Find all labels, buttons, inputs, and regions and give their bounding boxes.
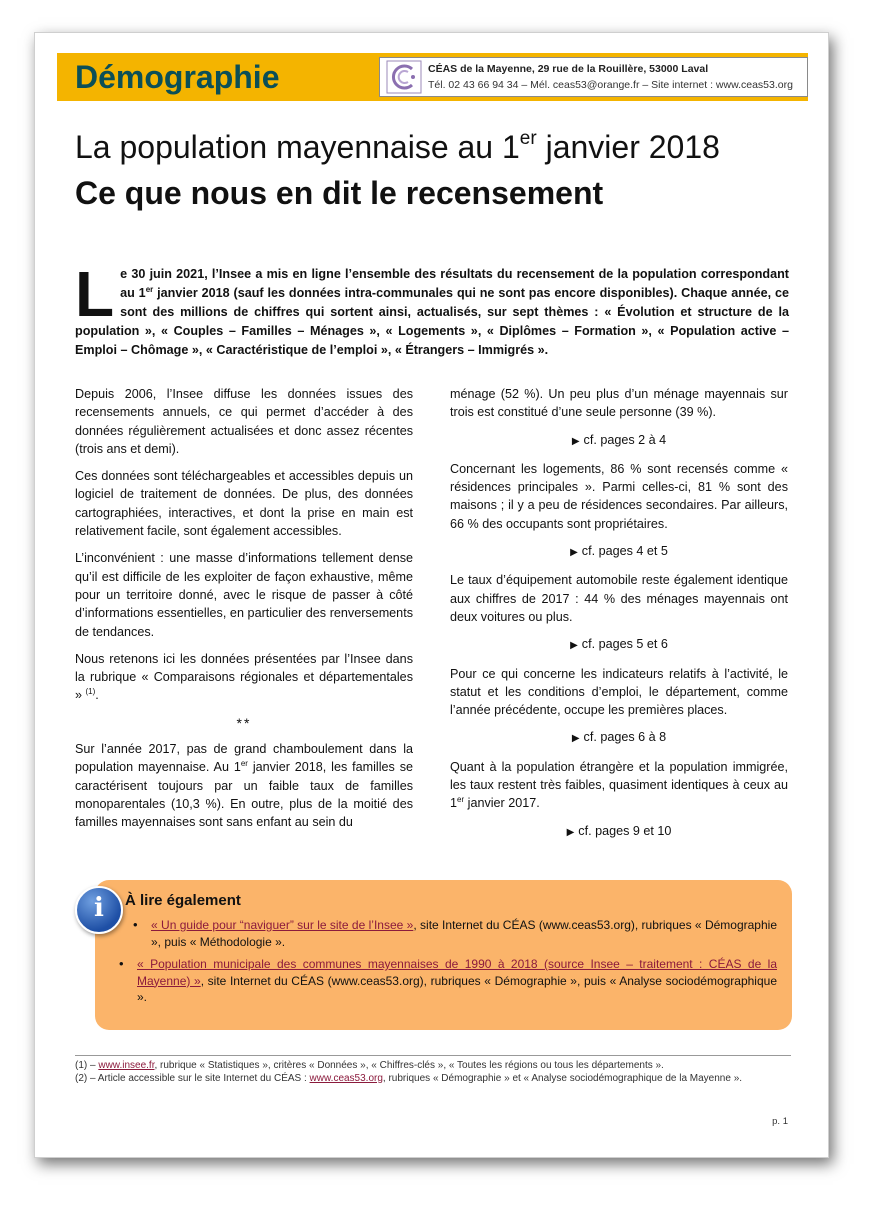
triangle-right-icon: ▶ xyxy=(571,733,580,745)
ceas-link[interactable]: www.ceas53.org xyxy=(309,1072,383,1084)
list-item: • « Un guide pour “naviguer” sur le site de l’Insee », site Internet du CÉAS (www.ceas53.org), rubriques « Démographie », puis « Méthodologie ». xyxy=(117,917,777,950)
page-number: p. 1 xyxy=(772,1116,788,1127)
org-address: CÉAS de la Mayenne, 29 rue de la Rouillère, 53000 Laval xyxy=(428,63,709,75)
contact-box xyxy=(379,57,808,97)
footnote-1: (1) – www.insee.fr, rubrique « Statistiques », critères « Données », « Chiffres-clés », « Toutes les régions ou tous les départements ». xyxy=(75,1060,664,1071)
footnote-ref[interactable]: (1) xyxy=(85,687,96,697)
paragraph: Depuis 2006, l’Insee diffuse les données issues des recensements annuels, ce qui permet d’accéder à des données régulièrement actualisées et donc assez récentes (trois ans et demi). xyxy=(75,387,413,456)
right-column xyxy=(450,385,788,851)
page-reference: ▶ cf. pages 6 à 8 xyxy=(571,730,667,745)
page-title: La population mayennaise au 1er janvier 2018 xyxy=(75,128,720,165)
page-reference: ▶ cf. pages 2 à 4 xyxy=(571,432,667,447)
read-also-list xyxy=(117,917,777,1012)
guide-link[interactable]: « Un guide pour “naviguer” sur le site de l’Insee » xyxy=(151,918,414,932)
document-page xyxy=(34,32,829,1158)
paragraph: Sur l’année 2017, pas de grand chamboulement dans la population mayennaise. Au 1er janvier 2018, les familles se caractérisent toujours par un faible taux de familles monoparentales (10,3 %). En outre, plus de la moitié des familles mayennaises sont sans enfant au sein du xyxy=(75,742,413,830)
paragraph: Nous retenons ici les données présentées par l’Insee dans la rubrique « Comparaisons régionales et départementales » $^{(1)}$. xyxy=(75,651,413,703)
paragraph: L’inconvénient : une masse d’informations tellement dense qu’il est difficile de les exploiter de façon exhaustive, même pour un territoire donné, avec le risque de passer à côté d’informations essentielles, en particulier des renversements de tendances. xyxy=(75,551,413,639)
paragraph: ménage (52 %). Un peu plus d’un ménage mayennais sur trois est constitué d’une seule personne (39 %). xyxy=(450,387,788,420)
triangle-right-icon: ▶ xyxy=(566,826,575,838)
triangle-right-icon: ▶ xyxy=(571,435,580,447)
footnote-2: (2) – Article accessible sur le site Internet du CÉAS : www.ceas53.org, rubriques « Démographie » et « Analyse sociodémographique de la Mayenne ». xyxy=(75,1072,743,1084)
list-item: • « Population municipale des communes mayennaises de 1990 à 2018 (source Insee – traitement : CÉAS de la Mayenne) », site Internet du CÉAS (www.ceas53.org), rubriques « Démographie », puis « Analyse sociodémographique ». xyxy=(117,956,777,1006)
left-column xyxy=(75,385,413,841)
insee-link[interactable]: www.insee.fr xyxy=(98,1060,155,1071)
separator-stars: ** xyxy=(236,714,252,731)
info-icon: i xyxy=(75,886,123,934)
contact-line: Tél. 02 43 66 94 34 – Mél. ceas53@orange.fr – Site internet : www.ceas53.org xyxy=(428,79,793,91)
paragraph: Quant à la population étrangère et la population immigrée, les taux restent très faibles, quasiment identiques à ceux au 1er janvier 2017. xyxy=(450,759,788,811)
paragraph: Ces données sont téléchargeables et accessibles depuis un logiciel de traitement de données. De plus, des données cartographiées, interactives, et dont la prise en main est relativement facile, sont également accessibles. xyxy=(75,469,413,539)
triangle-right-icon: ▶ xyxy=(570,640,578,652)
triangle-right-icon: ▶ xyxy=(570,547,578,559)
ceas-logo-icon xyxy=(386,60,422,94)
page-subtitle: Ce que nous en dit le recensement xyxy=(75,175,604,211)
page-reference: ▶ cf. pages 4 et 5 xyxy=(570,544,668,559)
footnote-divider xyxy=(75,1055,791,1056)
population-article-link[interactable]: « Population municipale des communes mayennaises de 1990 à 2018 (source Insee – traitement : CÉAS de la Mayenne) » xyxy=(137,957,777,988)
page-reference: ▶ cf. pages 9 et 10 xyxy=(566,823,672,838)
paragraph: Pour ce qui concerne les indicateurs relatifs à l’activité, le statut et les conditions d’emploi, le département, comme l’année précédente, occupe les premières places. xyxy=(450,666,788,718)
paragraph: Concernant les logements, 86 % sont recensés comme « résidences principales ». Parmi celles-ci, 81 % sont des maisons ; il y a peu de résidences secondaires. Par ailleurs, 66 % des occupants sont propriétaires. xyxy=(450,461,788,531)
section-title: Démographie xyxy=(75,59,280,95)
lead-paragraph: Le 30 juin 2021, l’Insee a mis en ligne l’ensemble des résultats du recensement de la population correspondant au 1er janvier 2018 (sauf les données intra-communales qui ne sont pas encore disponibles). Chaque année, ce sont des millions de chiffres qui sortent ainsi, actualisés, sur sept thèmes : « Évolution et structure de la population », « Couples – Familles – Ménages », « Logements », « Diplômes – Formation », « Population active – Emploi – Chômage », « Caractéristique de l’emploi », « Étrangers – Immigrés ». xyxy=(75,258,789,357)
drop-cap: L xyxy=(75,258,115,330)
page-reference: ▶ cf. pages 5 et 6 xyxy=(570,637,668,652)
footnotes xyxy=(75,1060,791,1085)
paragraph: Le taux d’équipement automobile reste également identique aux chiffres de 2017 : 44 % des ménages mayennais ont deux voitures ou plus. xyxy=(450,573,788,624)
read-also-title: À lire également xyxy=(125,892,241,909)
header-band xyxy=(57,53,808,101)
